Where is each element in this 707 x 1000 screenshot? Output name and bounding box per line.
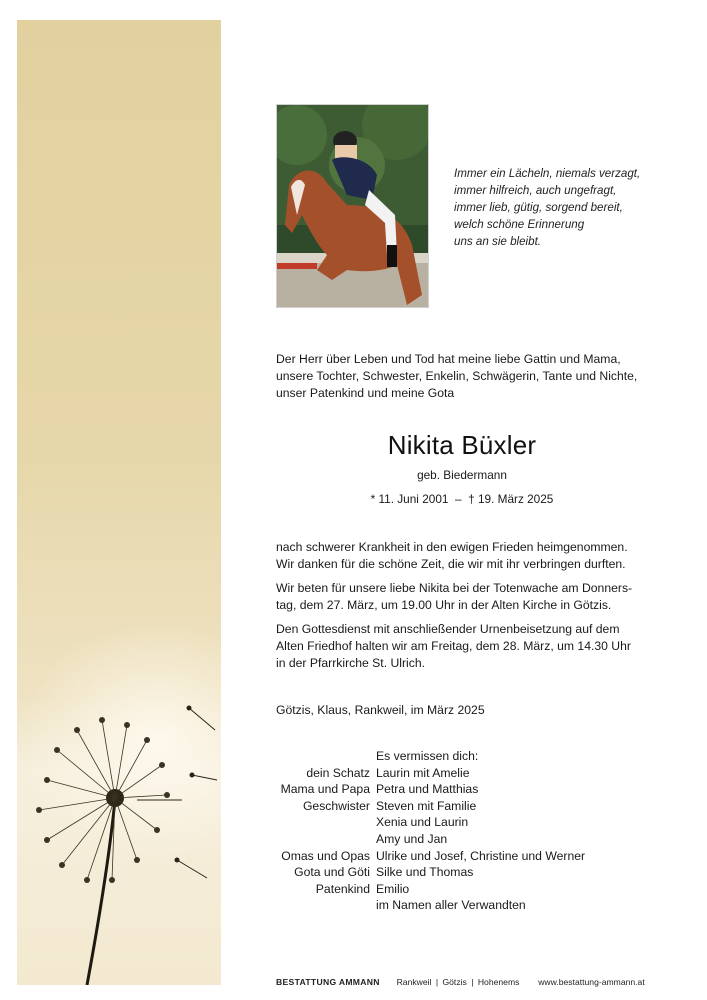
mourner-row	[250, 897, 690, 914]
body-line: Wir beten für unsere liebe Nikita bei der Totenwache am Donners-	[276, 581, 633, 596]
body-line: tag, dem 27. März, um 19.00 Uhr in der Alten Kirche in Götzis.	[276, 597, 612, 612]
paragraph-vigil	[276, 580, 650, 613]
mourner-names: Xenia und Laurin	[376, 815, 469, 830]
mourner-row	[250, 765, 690, 782]
website-link[interactable]: www.bestattung-ammann.at	[538, 977, 645, 987]
paragraph-funeral	[276, 621, 650, 671]
intro-line: unser Patenkind und meine Gota	[276, 386, 455, 400]
location: Rankweil	[396, 977, 432, 987]
location: Hohenems	[477, 977, 520, 987]
body-line: Den Gottesdienst mit anschließender Urnenbeisetzung auf dem	[276, 622, 620, 637]
mourner-names: Amy und Jan	[376, 831, 448, 846]
body-line: in der Pfarrkirche St. Ulrich.	[276, 655, 425, 670]
mourner-row	[250, 864, 690, 881]
intro-text	[276, 351, 656, 402]
maiden-name: geb. Biedermann	[417, 468, 507, 482]
horse-jump-image	[277, 105, 428, 307]
decorative-side-band	[17, 20, 221, 985]
poem-line: uns an sie bleibt.	[454, 235, 542, 248]
separator: |	[435, 977, 439, 987]
mourner-names: Laurin mit Amelie	[376, 765, 470, 780]
mourner-names: Petra und Matthias	[376, 782, 479, 797]
life-dates: * 11. Juni 2001 – † 19. März 2025	[370, 492, 554, 506]
mourner-relation: Mama und Papa	[280, 782, 370, 797]
mourner-names: Ulrike und Josef, Christine und Werner	[376, 848, 586, 863]
mourner-row	[250, 781, 690, 798]
location: Götzis	[442, 977, 467, 987]
intro-line: unsere Tochter, Schwester, Enkelin, Schwägerin, Tante und Nichte,	[276, 369, 638, 383]
brand-name-suffix: AMMANN	[338, 977, 380, 987]
memorial-poem	[454, 165, 694, 250]
mourner-row	[250, 798, 690, 815]
mourner-relation: Patenkind	[315, 881, 370, 896]
mourner-relation	[250, 831, 376, 848]
mourners-heading-row	[250, 748, 690, 765]
mourner-names: Emilio	[376, 881, 410, 896]
mourner-relation: dein Schatz	[306, 765, 370, 780]
mourner-row	[250, 814, 690, 831]
mourner-names: Steven mit Familie	[376, 798, 477, 813]
body-line: nach schwerer Krankheit in den ewigen Frieden heimgenommen.	[276, 540, 628, 554]
mourner-names: Silke und Thomas	[376, 865, 474, 880]
mourner-relation	[250, 814, 376, 831]
funeral-home-footer	[276, 976, 686, 988]
paragraph-passing	[276, 539, 650, 572]
mourner-relation: Omas und Opas	[281, 848, 370, 863]
mourner-relation: Gota und Göti	[294, 865, 370, 880]
deceased-name: Nikita Büxler	[387, 430, 537, 460]
brand-name: BESTATTUNG	[276, 977, 337, 987]
mourner-row	[250, 848, 690, 865]
poem-line: Immer ein Lächeln, niemals verzagt,	[454, 167, 641, 180]
place-and-date: Götzis, Klaus, Rankweil, im März 2025	[276, 703, 485, 717]
mourners-list	[250, 748, 690, 914]
poem-line: immer hilfreich, auch ungefragt,	[454, 184, 617, 197]
dandelion-illustration	[17, 20, 221, 985]
body-line: Wir danken für die schöne Zeit, die wir mit ihr verbringen durften.	[276, 556, 626, 571]
intro-line: Der Herr über Leben und Tod hat meine liebe Gattin und Mama,	[276, 352, 621, 366]
body-line: Alten Friedhof halten wir am Freitag, dem 28. März, um 14.30 Uhr	[276, 638, 631, 653]
announcement-body	[276, 539, 650, 679]
mourner-row	[250, 881, 690, 898]
mourner-names: im Namen aller Verwandten	[376, 898, 526, 913]
mourner-relation: Geschwister	[302, 798, 370, 813]
photo-horse-rider	[276, 104, 429, 308]
mourner-row	[250, 831, 690, 848]
poem-line: immer lieb, gütig, sorgend bereit,	[454, 201, 623, 214]
poem-line: welch schöne Erinnerung	[454, 218, 585, 231]
mourner-relation	[250, 897, 376, 914]
mourners-heading: Es vermissen dich:	[376, 749, 479, 763]
separator: |	[471, 977, 474, 987]
